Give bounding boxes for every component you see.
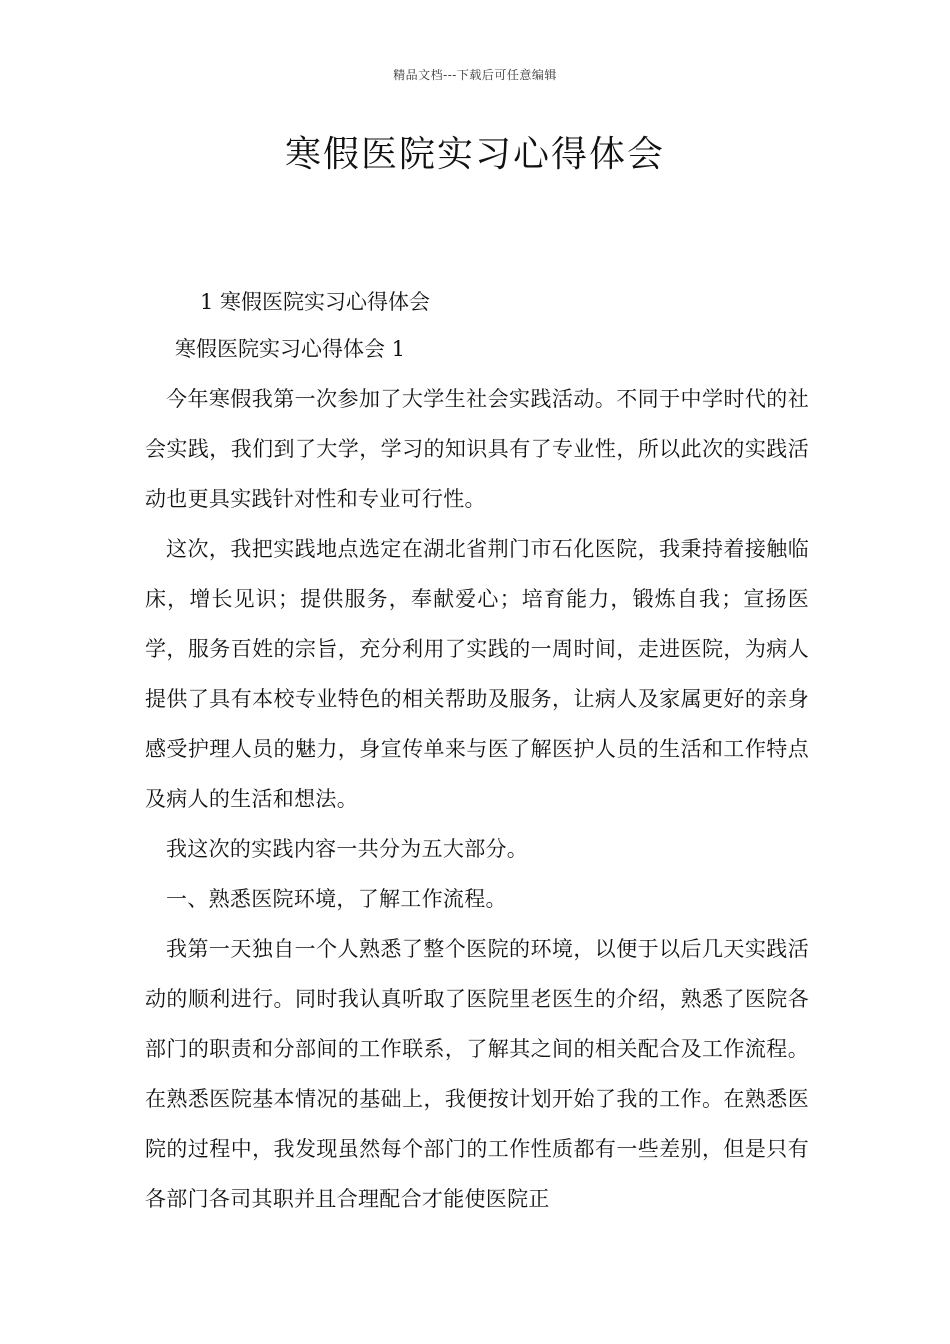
paragraph-4: 一、熟悉医院环境，了解工作流程。 xyxy=(166,887,507,911)
sub-heading: 寒假医院实习心得体会 1 xyxy=(175,337,406,361)
document-title: 寒假医院实习心得体会 xyxy=(284,134,665,175)
paragraph-1: 今年寒假我第一次参加了大学生社会实践活动。不同于中学时代的社会实践，我们到了大学，学习的知识具有了专业性，所以此次的实践活动也更具实践针对性和专业可行性。 xyxy=(145,387,809,511)
header-note: 精品文档---下载后可任意编辑 xyxy=(393,68,557,82)
paragraph-2: 这次，我把实践地点选定在湖北省荆门市石化医院，我秉持着接触临床，增长见识；提供服务，奉献爱心；培育能力，锻炼自我；宣扬医学，服务百姓的宗旨，充分利用了实践的一周时间，走进医院，为病人提供了具有本校专业特色的相关帮助及服务，让病人及家属更好的亲身感受护理人员的魅力，身宣传单来与医了解医护人员的生活和工作特点及病人的生活和想法。 xyxy=(145,537,809,811)
paragraph-3: 我这次的实践内容一共分为五大部分。 xyxy=(166,837,529,861)
section-heading: 1 寒假医院实习心得体会 xyxy=(200,290,431,314)
paragraph-5: 我第一天独自一个人熟悉了整个医院的环境，以便于以后几天实践活动的顺利进行。同时我认真听取了医院里老医生的介绍，熟悉了医院各部门的职责和分部间的工作联系，了解其之间的相关配合及工作流程。在熟悉医院基本情况的基础上，我便按计划开始了我的工作。在熟悉医院的过程中，我发现虽然每个部门的工作性质都有一些差别，但是只有各部门各司其职并且合理配合才能使医院正 xyxy=(145,937,809,1211)
document-body xyxy=(145,280,809,1224)
